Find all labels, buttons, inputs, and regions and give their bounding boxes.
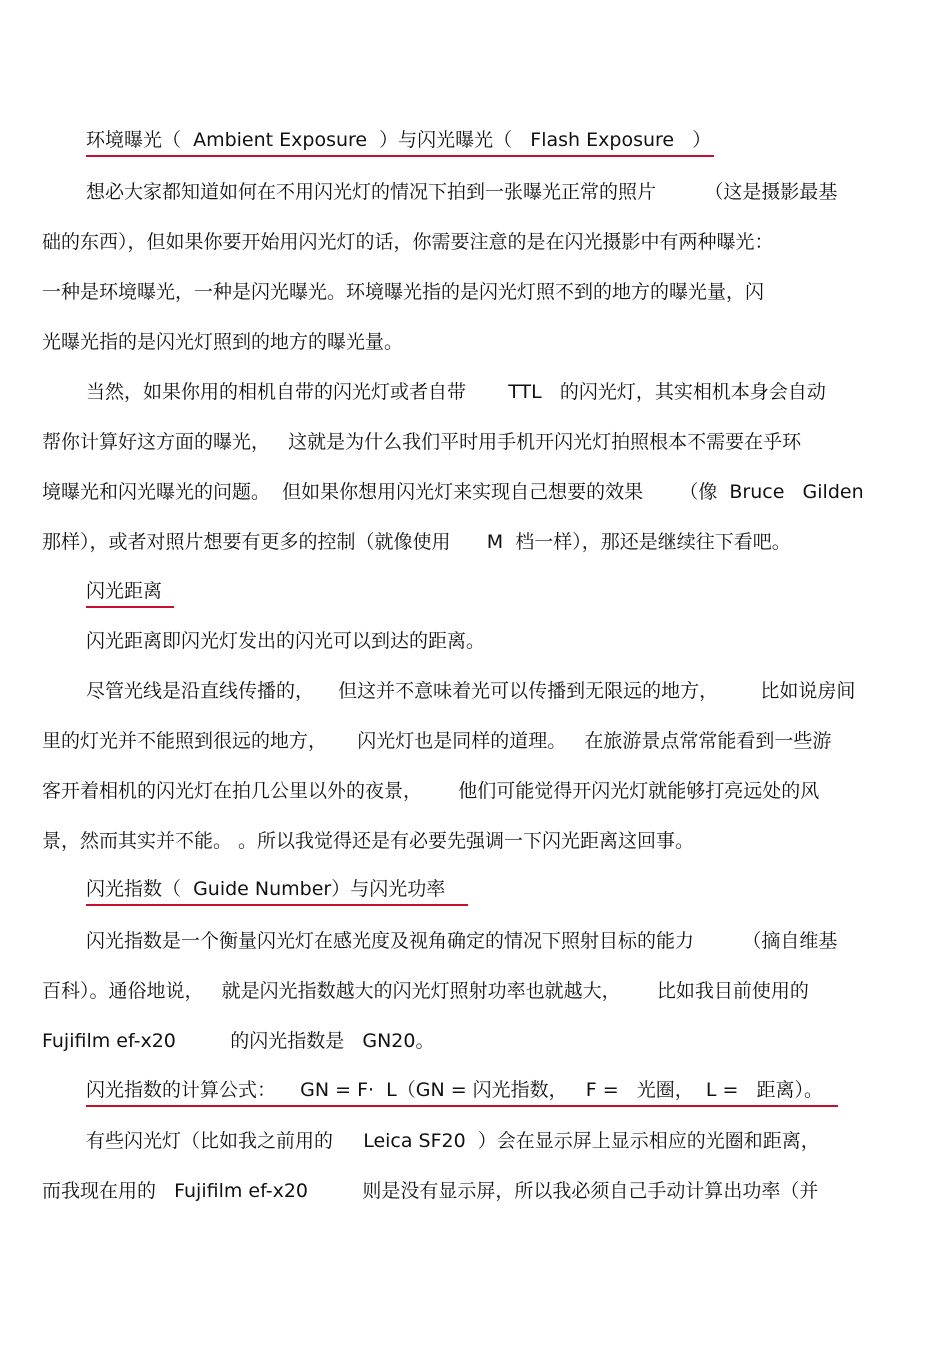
- paragraph-line: 光曝光指的是闪光灯照到的地方的曝光量。: [42, 331, 404, 353]
- paragraph-line: 百科）。通俗地说， 就是闪光指数越大的闪光灯照射功率也就越大， 比如我目前使用的: [42, 980, 809, 1002]
- paragraph-line: 境曝光和闪光曝光的问题。 但如果你想用闪光灯来实现自己想要的效果 （像 Bruce Gilden: [42, 481, 864, 503]
- paragraph-line: 客开着相机的闪光灯在拍几公里以外的夜景， 他们可能觉得开闪光灯就能够打亮远处的风: [42, 780, 820, 802]
- paragraph-line: 想必大家都知道如何在不用闪光灯的情况下拍到一张曝光正常的照片 （这是摄影最基: [86, 181, 838, 203]
- paragraph-line: 有些闪光灯（比如我之前用的 Leica SF20 ）会在显示屏上显示相应的光圈和距离，: [86, 1130, 820, 1152]
- section-heading-ambient-flash-exposure: 环境曝光（ Ambient Exposure ）与闪光曝光（ Flash Exposure ）: [86, 128, 714, 157]
- paragraph-line: 当然，如果你用的相机自带的闪光灯或者自带 TTL 的闪光灯，其实相机本身会自动: [86, 381, 826, 403]
- paragraph-line: 闪光指数是一个衡量闪光灯在感光度及视角确定的情况下照射目标的能力 （摘自维基: [86, 930, 838, 952]
- paragraph-line: 闪光距离即闪光灯发出的闪光可以到达的距离。: [86, 630, 486, 652]
- paragraph-line: Fujifilm ef-x20 的闪光指数是 GN20。: [42, 1030, 435, 1052]
- section-heading-guide-number: 闪光指数（ Guide Number）与闪光功率: [86, 877, 468, 906]
- paragraph-line: 里的灯光并不能照到很远的地方， 闪光灯也是同样的道理。 在旅游景点常常能看到一些游: [42, 730, 832, 752]
- paragraph-line: 而我现在用的 Fujifilm ef-x20 则是没有显示屏，所以我必须自己手动计算出功率（并: [42, 1180, 819, 1202]
- paragraph-line: 帮你计算好这方面的曝光， 这就是为什么我们平时用手机开闪光灯拍照根本不需要在乎环: [42, 431, 802, 453]
- paragraph-line: 景，然而其实并不能。 。所以我觉得还是有必要先强调一下闪光距离这回事。: [42, 830, 695, 852]
- paragraph-line: 础的东西），但如果你要开始用闪光灯的话，你需要注意的是在闪光摄影中有两种曝光：: [42, 231, 774, 253]
- paragraph-line: 那样），或者对照片想要有更多的控制（就像使用 M 档一样），那还是继续往下看吧。: [42, 531, 791, 553]
- section-heading-guide-number-formula: 闪光指数的计算公式： GN = F· L（GN = 闪光指数， F = 光圈， L = 距离）。: [86, 1078, 838, 1107]
- paragraph-line: 一种是环境曝光，一种是闪光曝光。环境曝光指的是闪光灯照不到的地方的曝光量，闪: [42, 281, 765, 303]
- paragraph-line: 尽管光线是沿直线传播的， 但这并不意味着光可以传播到无限远的地方， 比如说房间: [86, 680, 856, 702]
- section-heading-flash-distance: 闪光距离: [86, 579, 174, 608]
